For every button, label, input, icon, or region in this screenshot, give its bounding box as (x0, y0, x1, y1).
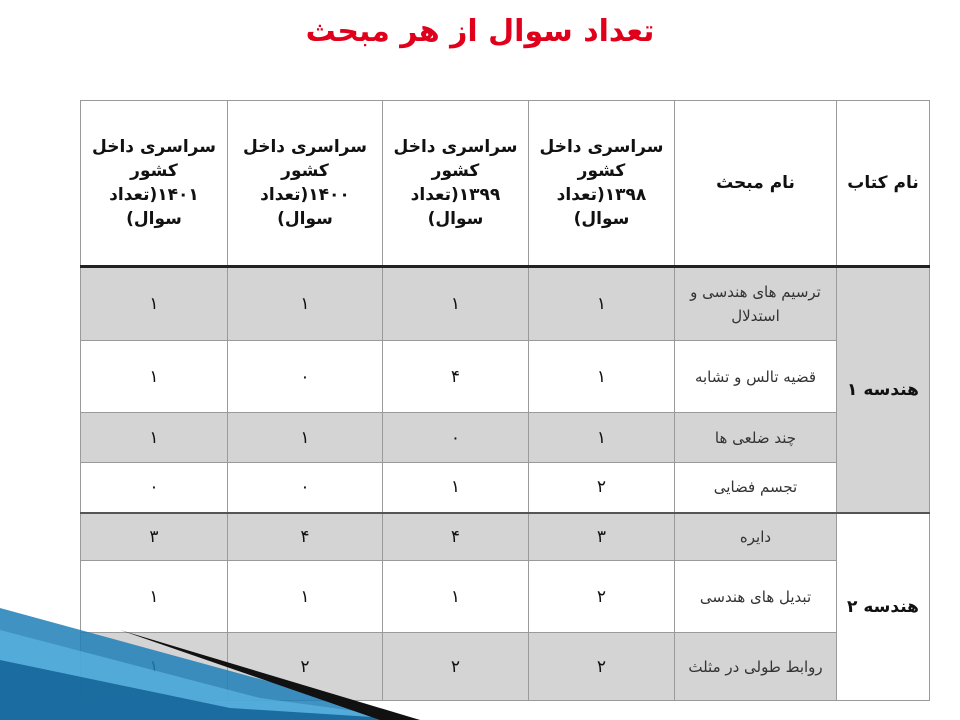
topic-cell: چند ضلعی ها (675, 413, 837, 463)
value-cell: ۱ (529, 413, 675, 463)
value-cell: ۱ (228, 561, 383, 633)
value-cell: ۴ (383, 513, 529, 561)
table-row (81, 463, 930, 513)
value-cell: ۰ (228, 463, 383, 513)
value-cell: ۳ (81, 513, 228, 561)
header-topic-name: نام مبحث (675, 101, 837, 267)
header-1398: سراسری داخل کشور ۱۳۹۸(تعداد سوال) (529, 101, 675, 267)
table-row (81, 513, 930, 561)
value-cell: ۱ (228, 413, 383, 463)
topic-cell: تبدیل های هندسی (675, 561, 837, 633)
header-1399: سراسری داخل کشور ۱۳۹۹(تعداد سوال) (383, 101, 529, 267)
header-row (81, 101, 930, 267)
value-cell: ۰ (383, 413, 529, 463)
value-cell: ۰ (81, 463, 228, 513)
value-cell: ۴ (228, 513, 383, 561)
page-title: تعداد سوال از هر مبحث (305, 14, 655, 49)
value-cell: ۱ (383, 463, 529, 513)
value-cell: ۱ (383, 267, 529, 341)
value-cell: ۲ (529, 561, 675, 633)
value-cell: ۱ (81, 341, 228, 413)
header-1401: سراسری داخل کشور ۱۴۰۱(تعداد سوال) (81, 101, 228, 267)
table-row (81, 341, 930, 413)
value-cell: ۴ (383, 341, 529, 413)
table-row (81, 267, 930, 341)
topic-cell: ترسیم های هندسی و استدلال (675, 267, 837, 341)
value-cell: ۱ (529, 341, 675, 413)
value-cell: ۰ (228, 341, 383, 413)
value-cell: ۱ (228, 267, 383, 341)
book-cell: هندسه ۲ (837, 513, 930, 701)
topic-cell: دایره (675, 513, 837, 561)
header-book-name: نام کتاب (837, 101, 930, 267)
value-cell: ۲ (228, 633, 383, 701)
topic-cell: قضیه تالس و تشابه (675, 341, 837, 413)
value-cell: ۱ (81, 413, 228, 463)
book-cell: هندسه ۱ (837, 267, 930, 513)
value-cell: ۱ (81, 267, 228, 341)
topic-cell: تجسم فضایی (675, 463, 837, 513)
value-cell: ۲ (529, 463, 675, 513)
table-row (81, 413, 930, 463)
value-cell: ۲ (529, 633, 675, 701)
value-cell: ۱ (81, 561, 228, 633)
value-cell: ۳ (529, 513, 675, 561)
header-1400: سراسری داخل کشور ۱۴۰۰(تعداد سوال) (228, 101, 383, 267)
topic-cell: روابط طولی در مثلث (675, 633, 837, 701)
value-cell: ۲ (383, 633, 529, 701)
value-cell: ۱ (529, 267, 675, 341)
corner-swoosh-decoration (0, 590, 420, 720)
value-cell: ۱ (383, 561, 529, 633)
